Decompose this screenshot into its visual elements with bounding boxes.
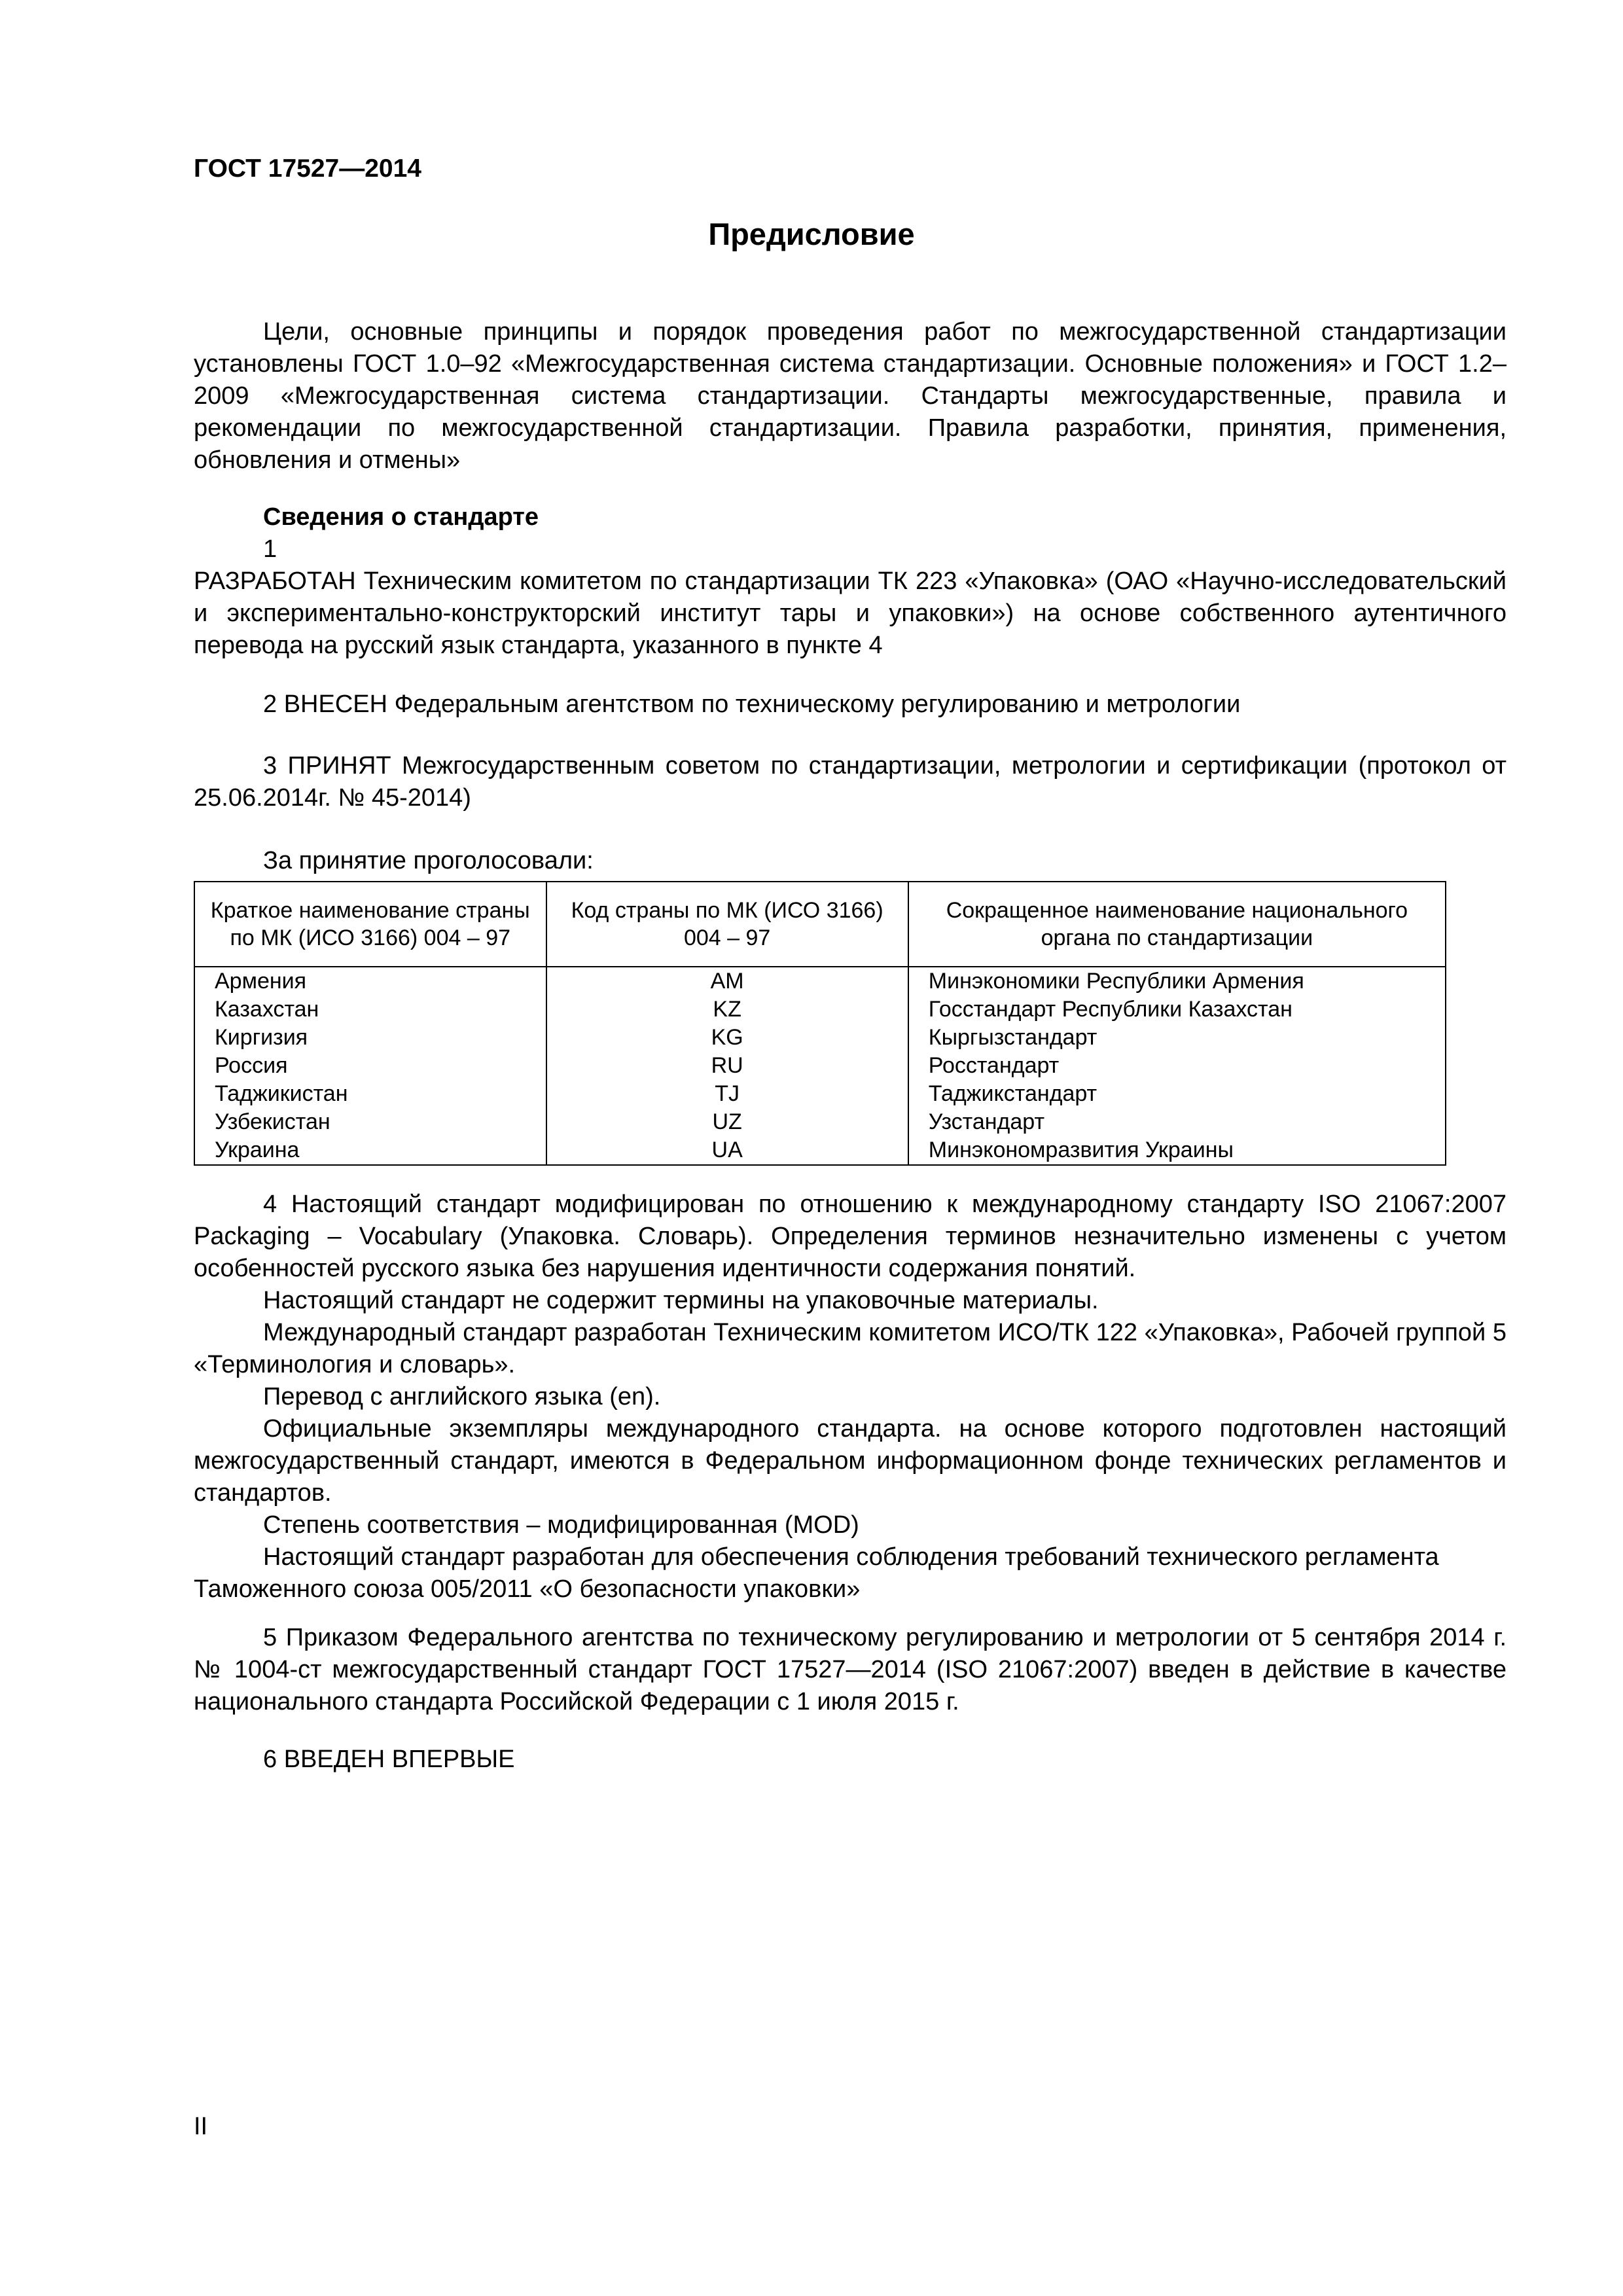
national-body: Узстандарт xyxy=(908,1108,1446,1136)
country-code: UZ xyxy=(546,1108,908,1136)
item-1-paragraph: РАЗРАБОТАН Техническим комитетом по стандартизации ТК 223 «Упаковка» (ОАО «Научно-исследовательский и экспериментально-конструкторский институт тары и упаковки») на основе собственного аутентичного перевода на русский язык стандарта, указанного в пункте 4 xyxy=(194,567,1507,659)
national-body: Госстандарт Республики Казахстан xyxy=(908,996,1446,1024)
country-code: RU xyxy=(546,1052,908,1080)
item-4-translation: Перевод с английского языка (en). xyxy=(263,1383,661,1410)
item-5-paragraph: 5 Приказом Федерального агентства по техническому регулированию и метрологии от 5 сентября 2014 г. № 1004-ст межгосударственный стандарт ГОСТ 17527—2014 (ISO 21067:2007) введен в действие в качестве национального стандарта Российской Федерации с 1 июля 2015 г. xyxy=(194,1624,1507,1715)
item-4-technical-regulation: Настоящий стандарт разработан для обеспечения соблюдения требований технического регламента Таможенного союза 005/2011 «О безопасности упаковки» xyxy=(194,1543,1439,1603)
country-code: KZ xyxy=(546,996,908,1024)
table-row xyxy=(194,1024,1446,1052)
table-header-row xyxy=(194,882,1446,967)
info-heading: Сведения о стандарте xyxy=(263,503,539,531)
country-name: Киргизия xyxy=(194,1024,546,1052)
table-row xyxy=(194,1080,1446,1108)
item-4-no-materials: Настоящий стандарт не содержит термины на упаковочные материалы. xyxy=(263,1287,1099,1314)
intro-paragraph: Цели, основные принципы и порядок проведения работ по межгосударственной стандартизации установлены ГОСТ 1.0–92 «Межгосударственная система стандартизации. Основные положения» и ГОСТ 1.2–2009 «Межгосударственная система стандартизации. Стандарты межгосударственные, правила и рекомендации по межгосударственной стандартизации. Правила разработки, принятия, применения, обновления и отмены» xyxy=(194,318,1507,474)
item-4-official-copies: Официальные экземпляры международного стандарта. на основе которого подготовлен настоящий межгосударственный стандарт, имеются в Федеральном информационном фонде технических регламентов и стандартов. xyxy=(194,1415,1507,1507)
country-name: Украина xyxy=(194,1136,546,1165)
page-number: II xyxy=(194,2113,208,2140)
info-section xyxy=(194,501,1507,662)
country-code: TJ xyxy=(546,1080,908,1108)
voting-table xyxy=(194,881,1446,1166)
country-name: Россия xyxy=(194,1052,546,1080)
item-6-paragraph: 6 ВВЕДЕН ВПЕРВЫЕ xyxy=(263,1746,515,1773)
vote-caption: За принятие проголосовали: xyxy=(263,847,594,874)
country-code: KG xyxy=(546,1024,908,1052)
national-body: Росстандарт xyxy=(908,1052,1446,1080)
national-body: Минэкономразвития Украины xyxy=(908,1136,1446,1165)
table-row xyxy=(194,1136,1446,1165)
item-3-paragraph: 3 ПРИНЯТ Межгосударственным советом по стандартизации, метрологии и сертификации (протокол от 25.06.2014г. № 45-2014) xyxy=(194,752,1507,812)
header-national-body: Сокращенное наименование национального органа по стандартизации xyxy=(908,882,1446,967)
item-4-international-standard: Международный стандарт разработан Техническим комитетом ИСО/ТК 122 «Упаковка», Рабочей группой 5 «Терминология и словарь». xyxy=(194,1319,1507,1378)
item-4-conformity-degree: Степень соответствия – модифицированная (MOD) xyxy=(263,1511,859,1539)
country-name: Таджикистан xyxy=(194,1080,546,1108)
item-4-section xyxy=(194,1189,1507,1605)
country-name: Узбекистан xyxy=(194,1108,546,1136)
page-title: Предисловие xyxy=(708,217,915,251)
table-row xyxy=(194,1052,1446,1080)
table-row xyxy=(194,996,1446,1024)
item-2-paragraph: 2 ВНЕСЕН Федеральным агентством по техническому регулированию и метрологии xyxy=(263,691,1241,718)
country-code: UA xyxy=(546,1136,908,1165)
header-country-name: Краткое наименование страны по МК (ИСО 3166) 004 – 97 xyxy=(194,882,546,967)
country-code: AM xyxy=(546,967,908,996)
country-name: Армения xyxy=(194,967,546,996)
national-body: Минэкономики Республики Армения xyxy=(908,967,1446,996)
national-body: Кыргызстандарт xyxy=(908,1024,1446,1052)
table-row xyxy=(194,967,1446,996)
item-4-paragraph: 4 Настоящий стандарт модифицирован по отношению к международному стандарту ISO 21067:2007 Packaging – Vocabulary (Упаковка. Словарь). Определения терминов незначительно изменены с учетом особенностей русского языка без нарушения идентичности содержания понятий. xyxy=(194,1191,1507,1282)
header-country-code: Код страны по МК (ИСО 3166) 004 – 97 xyxy=(546,882,908,967)
national-body: Таджикстандарт xyxy=(908,1080,1446,1108)
document-code: ГОСТ 17527—2014 xyxy=(194,154,421,183)
country-name: Казахстан xyxy=(194,996,546,1024)
table-row xyxy=(194,1108,1446,1136)
item-1-number: 1 xyxy=(263,535,277,563)
